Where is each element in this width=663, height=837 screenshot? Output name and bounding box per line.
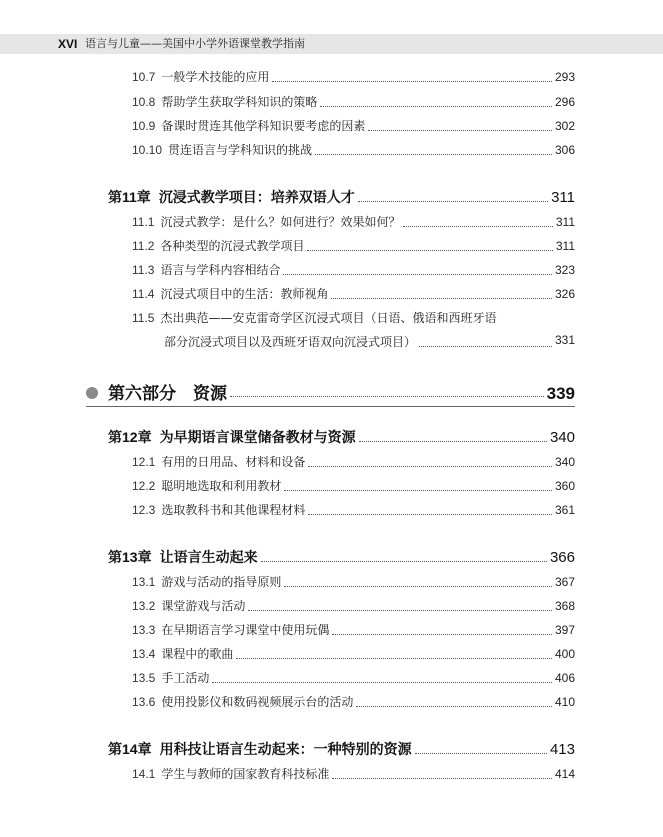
entry-number: 12.1 <box>132 455 156 469</box>
toc-entry <box>132 477 575 494</box>
entry-title: 沉浸式教学：是什么？如何进行？效果如何？ <box>160 215 401 229</box>
chapter-title: 沉浸式教学项目：培养双语人才 <box>158 190 355 206</box>
toc-entry <box>132 621 575 638</box>
toc-entry <box>132 597 575 614</box>
entry-page: 306 <box>554 143 575 157</box>
entry-title: 使用投影仪和数码视频展示台的活动 <box>161 695 354 709</box>
chapter-number: 第11章 <box>108 189 151 205</box>
toc-entry <box>132 645 575 662</box>
chapter-page: 366 <box>549 549 575 566</box>
toc-entry <box>132 141 575 158</box>
toc-entry <box>132 573 575 590</box>
toc-entry <box>132 68 575 85</box>
dot-leader <box>308 513 552 515</box>
dot-leader <box>331 297 551 299</box>
entry-page: 361 <box>554 503 575 517</box>
entry-page: 323 <box>554 263 575 277</box>
entry-number: 12.2 <box>132 479 156 493</box>
part-title: 第六部分 资源 <box>108 384 227 404</box>
entry-title: 有用的日用品、材料和设备 <box>161 455 306 469</box>
chapter-heading <box>108 739 575 759</box>
book-title: 语言与儿童——美国中小学外语课堂教学指南 <box>85 37 305 50</box>
chapter-page: 340 <box>549 429 575 446</box>
entry-title: 在早期语言学习课堂中使用玩偶 <box>161 623 330 637</box>
chapter-title: 为早期语言课堂储备教材与资源 <box>159 430 356 446</box>
entry-page: 311 <box>555 215 575 229</box>
entry-page: 326 <box>554 287 575 301</box>
dot-leader <box>248 609 552 611</box>
entry-page: 410 <box>554 695 575 709</box>
chapter-heading <box>108 547 575 567</box>
entry-title: 沉浸式项目中的生活：教师视角 <box>160 287 329 301</box>
entry-title-continued: 部分沉浸式项目以及西班牙语双向沉浸式项目） <box>164 335 417 349</box>
entry-number: 10.10 <box>132 143 163 157</box>
chapter-page: 413 <box>549 741 575 758</box>
entry-number: 13.6 <box>132 695 156 709</box>
toc-entry <box>132 237 575 254</box>
entry-number: 12.3 <box>132 503 156 517</box>
entry-number: 13.5 <box>132 671 156 685</box>
dot-leader <box>236 657 552 659</box>
entry-title: 各种类型的沉浸式教学项目 <box>160 239 305 253</box>
entry-title: 手工活动 <box>161 671 210 685</box>
entry-title: 课堂游戏与活动 <box>161 599 246 613</box>
dot-leader <box>415 752 547 754</box>
toc-entry-continuation <box>164 333 575 350</box>
entry-number: 14.1 <box>132 767 156 781</box>
entry-title: 语言与学科内容相结合 <box>160 263 281 277</box>
entry-page: 367 <box>554 575 575 589</box>
entry-title: 帮助学生获取学科知识的策略 <box>161 95 318 109</box>
part-heading <box>86 379 575 404</box>
toc-entry <box>132 93 575 110</box>
entry-number: 11.3 <box>132 263 155 277</box>
entry-page: 302 <box>554 119 575 133</box>
entry-title: 聪明地选取和利用教材 <box>161 479 282 493</box>
entry-page: 400 <box>554 647 575 661</box>
entry-title: 贯连语言与学科知识的挑战 <box>168 143 313 157</box>
dot-leader <box>283 273 551 275</box>
dot-leader <box>403 225 552 227</box>
chapter-title: 用科技让语言生动起来：一种特别的资源 <box>159 742 412 758</box>
toc-entry <box>132 501 575 518</box>
toc-entry <box>132 213 575 230</box>
dot-leader <box>419 345 552 347</box>
entry-page: 331 <box>554 333 575 347</box>
entry-title: 备课时贯连其他学科知识要考虑的因素 <box>161 119 366 133</box>
chapter-number: 第14章 <box>108 741 152 757</box>
entry-number: 10.8 <box>132 95 156 109</box>
entry-page: 397 <box>554 623 575 637</box>
entry-title: 一般学术技能的应用 <box>161 70 270 84</box>
part-page: 339 <box>546 384 575 403</box>
entry-title: 游戏与活动的指导原则 <box>161 575 282 589</box>
toc-entry <box>132 117 575 134</box>
entry-number: 13.1 <box>132 575 156 589</box>
dot-leader <box>261 560 547 562</box>
dot-leader <box>212 681 552 683</box>
dot-leader <box>332 633 552 635</box>
toc-entry <box>132 285 575 302</box>
toc-entry <box>132 669 575 686</box>
dot-leader <box>308 465 552 467</box>
entry-number: 13.4 <box>132 647 156 661</box>
dot-leader <box>272 80 552 82</box>
chapter-heading <box>108 427 575 447</box>
entry-page: 360 <box>554 479 575 493</box>
bullet-icon <box>86 387 98 399</box>
toc-entry <box>132 309 575 326</box>
entry-title: 学生与教师的国家教育科技标准 <box>161 767 330 781</box>
dot-leader <box>358 200 548 202</box>
entry-number: 11.2 <box>132 239 155 253</box>
toc-entry <box>132 693 575 710</box>
dot-leader <box>356 705 552 707</box>
entry-page: 296 <box>554 95 575 109</box>
entry-page: 406 <box>554 671 575 685</box>
entry-title: 杰出典范——安克雷奇学区沉浸式项目（日语、俄语和西班牙语 <box>160 311 497 325</box>
entry-number: 13.2 <box>132 599 156 613</box>
chapter-number: 第13章 <box>108 549 152 565</box>
entry-title: 选取教科书和其他课程材料 <box>161 503 306 517</box>
entry-title: 课程中的歌曲 <box>161 647 234 661</box>
entry-page: 293 <box>554 70 575 84</box>
toc-entry <box>132 765 575 782</box>
dot-leader <box>332 777 552 779</box>
toc-entry <box>132 453 575 470</box>
entry-page: 340 <box>554 455 575 469</box>
page-number: XVI <box>58 37 78 51</box>
dot-leader <box>315 153 552 155</box>
dot-leader <box>284 585 552 587</box>
dot-leader <box>284 489 552 491</box>
entry-number: 11.1 <box>132 215 155 229</box>
dot-leader <box>320 105 552 107</box>
chapter-number: 第12章 <box>108 429 152 445</box>
entry-number: 10.9 <box>132 119 156 133</box>
entry-page: 311 <box>555 239 575 253</box>
entry-number: 13.3 <box>132 623 156 637</box>
part-divider <box>86 406 575 407</box>
entry-number: 10.7 <box>132 70 156 84</box>
entry-number: 11.5 <box>132 311 155 325</box>
entry-number: 11.4 <box>132 287 155 301</box>
dot-leader <box>368 129 552 131</box>
dot-leader <box>230 395 544 397</box>
dot-leader <box>359 440 547 442</box>
chapter-heading <box>108 187 575 207</box>
toc-entry <box>132 261 575 278</box>
dot-leader <box>307 249 552 251</box>
entry-page: 368 <box>554 599 575 613</box>
entry-page: 414 <box>554 767 575 781</box>
chapter-title: 让语言生动起来 <box>159 550 258 566</box>
chapter-page: 311 <box>551 189 575 206</box>
